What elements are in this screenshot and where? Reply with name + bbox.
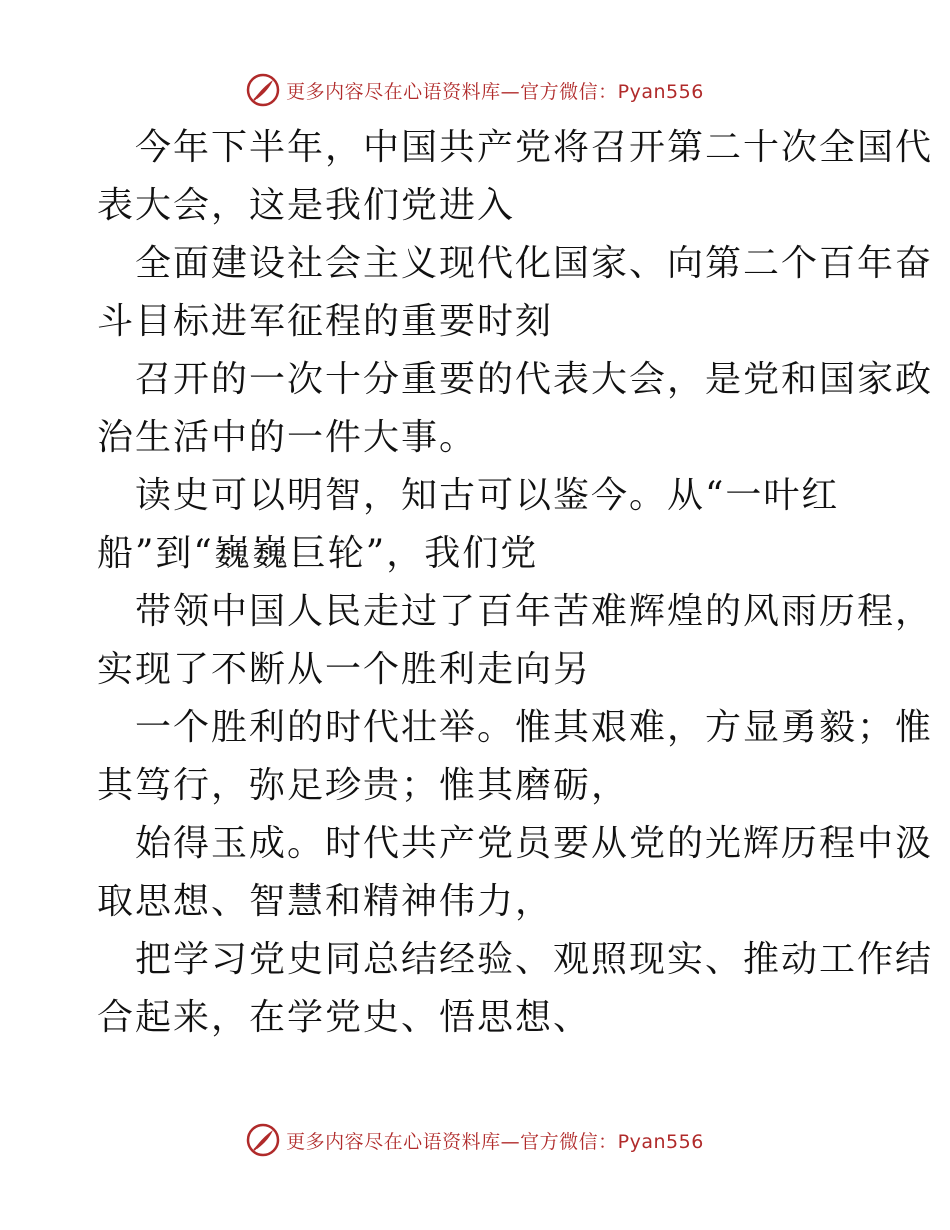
paragraph-line: 今年下半年，中国共产党将召开第二十次全国代 (135, 127, 934, 168)
paragraph-line: 实现了不断从一个胜利走向另 (97, 649, 592, 690)
paragraph-line: 船”到“巍巍巨轮”，我们党 (97, 533, 539, 574)
paragraph-4 (97, 467, 857, 583)
paragraph-3 (97, 351, 934, 467)
paragraph-line: 合起来，在学党史、悟思想、 (97, 997, 592, 1038)
footer-banner-text: 更多内容尽在心语资料库—官方微信：Pyan556 (286, 1130, 704, 1153)
paragraph-line: 其笃行，弥足珍贵；惟其磨砺， (97, 765, 630, 806)
footer-banner (0, 1120, 950, 1160)
header-banner (0, 70, 950, 110)
paragraph-line: 取思想、智慧和精神伟力， (97, 881, 554, 922)
paragraph-line: 把学习党史同总结经验、观照现实、推动工作结 (135, 939, 934, 980)
paragraph-line: 斗目标进军征程的重要时刻 (97, 301, 554, 342)
paragraph-2 (97, 235, 934, 351)
paragraph-line: 召开的一次十分重要的代表大会，是党和国家政 (135, 359, 934, 400)
paragraph-1 (97, 119, 934, 235)
paragraph-7 (97, 815, 934, 931)
paragraph-line: 始得玉成。时代共产党员要从党的光辉历程中汲 (135, 823, 934, 864)
quill-logo-icon (246, 73, 280, 107)
paragraph-8 (97, 931, 934, 1047)
document-body (97, 119, 934, 1047)
paragraph-line: 读史可以明智，知古可以鉴今。从“一叶红 (135, 475, 840, 516)
paragraph-6 (97, 699, 934, 815)
paragraph-line: 表大会，这是我们党进入 (97, 185, 516, 226)
quill-logo-icon (246, 1123, 280, 1157)
paragraph-line: 一个胜利的时代壮举。惟其艰难，方显勇毅；惟 (135, 707, 934, 748)
paragraph-5 (97, 583, 934, 699)
paragraph-line: 带领中国人民走过了百年苦难辉煌的风雨历程， (135, 591, 934, 632)
paragraph-line: 治生活中的一件大事。 (97, 417, 478, 458)
header-banner-text: 更多内容尽在心语资料库—官方微信：Pyan556 (286, 80, 704, 103)
paragraph-line: 全面建设社会主义现代化国家、向第二个百年奋 (135, 243, 934, 284)
